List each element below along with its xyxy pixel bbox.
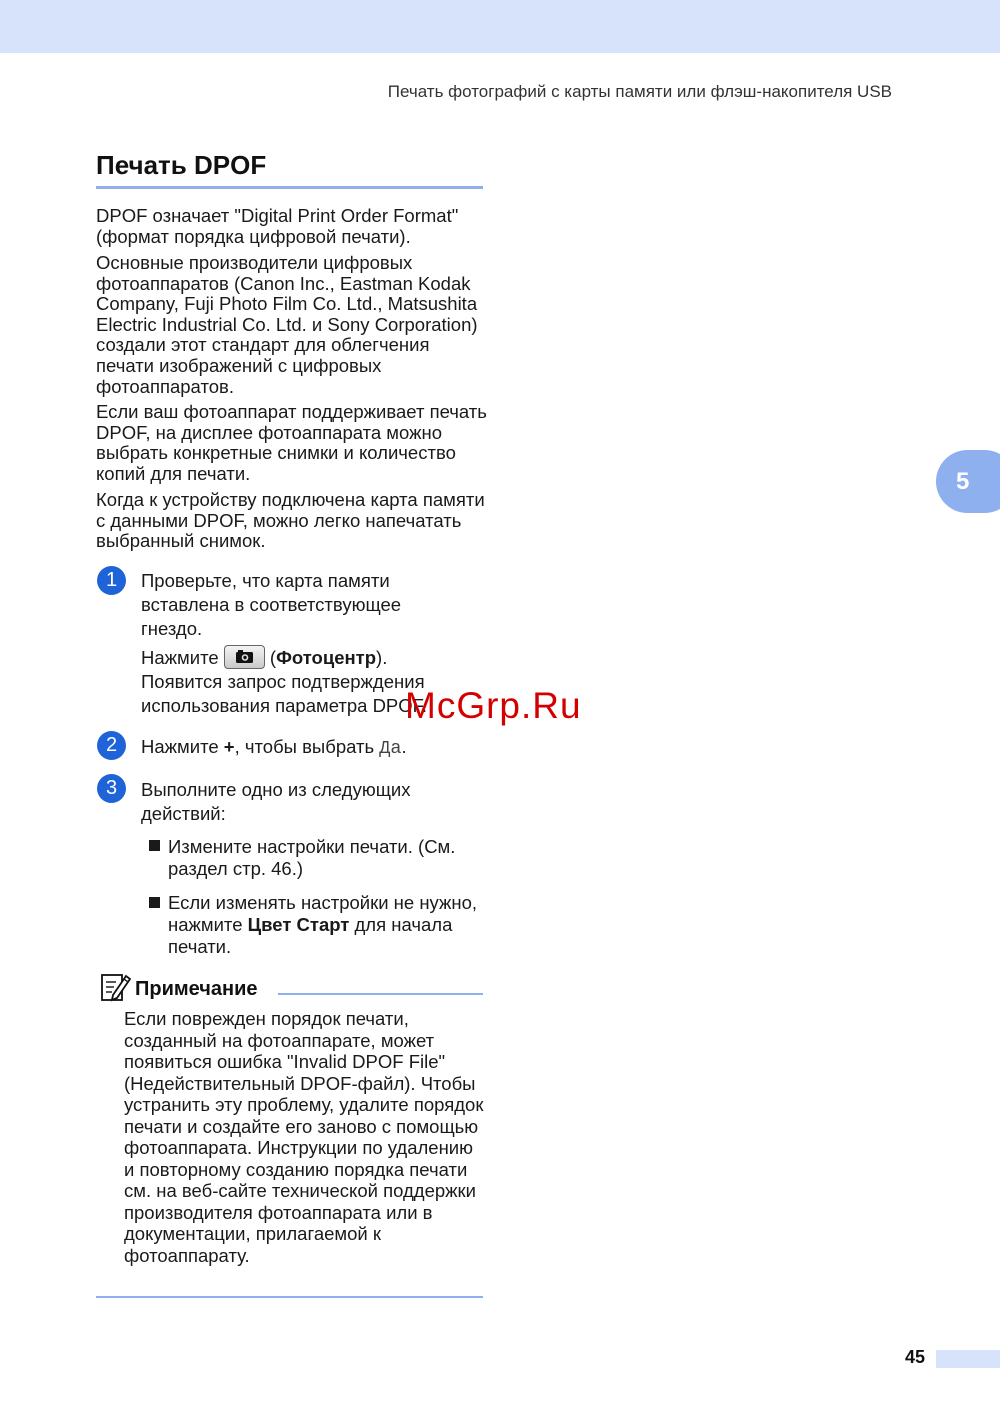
bullet-2-prefix: Если изменять настройки не нужно, нажмите — [168, 892, 478, 935]
camera-icon — [224, 645, 265, 669]
bullet-2-text — [168, 892, 478, 958]
note-text: Если поврежден порядок печати, созданный на фотоаппарате, может появиться ошибка "Invalid DPOF File" (Недействительный DPOF-файл). Чтобы устранить эту проблему, удалите порядок печати и создайте его заново с помощью фотоаппарата. Инструкции по удалению и повторному созданию порядка печати см. на веб-сайте технической поддержки производителя фотоаппарата или в документации, прилагаемой к фотоаппарату. — [124, 1008, 484, 1266]
step-2-number: 2 — [97, 731, 126, 760]
step-2-text — [141, 735, 481, 761]
bullet-marker — [149, 840, 160, 851]
bullet-1-text: Измените настройки печати. (См. раздел стр. 46.) — [168, 836, 456, 879]
step-1-paren-open: ( — [269, 647, 277, 668]
plus-key-label: + — [223, 736, 235, 757]
top-band — [0, 0, 1000, 53]
watermark: McGrp.Ru — [405, 685, 582, 726]
yes-option-label: Да — [379, 738, 402, 759]
step-2-suffix: . — [401, 736, 407, 757]
step-3-text: Выполните одно из следующих действий: — [141, 779, 411, 824]
paragraph-3: Если ваш фотоаппарат поддерживает печать DPOF, на дисплее фотоаппарата можно выбрать конкретные снимки и количество копий для печати. — [96, 401, 487, 484]
color-start-label: Цвет Старт — [247, 914, 350, 935]
bullet-2-suffix: для начала печати. — [168, 914, 453, 957]
step-1-press-rest: Появится запрос подтверждения использования параметра DPOF. — [141, 671, 428, 716]
paragraph-2: Основные производители цифровых фотоаппаратов (Canon Inc., Eastman Kodak Company, Fuji Photo Film Co. Ltd., Matsushita Electric Industrial Co. Ltd. и Sony Corporation) создали этот стандарт для облегчения печати изображений с цифровых фотоаппаратов. — [96, 252, 478, 397]
page-number: 45 — [905, 1347, 926, 1367]
step-2-middle: , чтобы выбрать — [234, 736, 380, 757]
chapter-tab: 5 — [936, 450, 1000, 513]
section-title: Печать DPOF — [96, 150, 267, 180]
bullet-marker — [149, 897, 160, 908]
step-1-press-prefix: Нажмите — [141, 647, 219, 668]
photocenter-label: Фотоцентр — [276, 647, 377, 668]
step-1-text: Проверьте, что карта памяти вставлена в соответствующее гнездо. — [141, 570, 402, 639]
step-2-prefix: Нажмите — [141, 736, 224, 757]
title-rule — [96, 186, 483, 189]
note-rule — [278, 993, 483, 995]
paragraph-4: Когда к устройству подключена карта памяти с данными DPOF, можно легко напечатать выбранный снимок. — [96, 489, 485, 552]
paragraph-1: DPOF означает "Digital Print Order Format" (формат порядка цифровой печати). — [96, 205, 459, 247]
step-1-number: 1 — [97, 566, 126, 595]
note-pencil-icon — [99, 971, 131, 1003]
note-bottom-rule — [96, 1296, 483, 1298]
note-title: Примечание — [135, 978, 258, 1000]
step-1-paren-close: ). — [376, 647, 388, 668]
step-3-number: 3 — [97, 774, 126, 803]
running-header: Печать фотографий с карты памяти или флэш-накопителя USB — [387, 82, 892, 101]
page-band — [936, 1350, 1000, 1368]
